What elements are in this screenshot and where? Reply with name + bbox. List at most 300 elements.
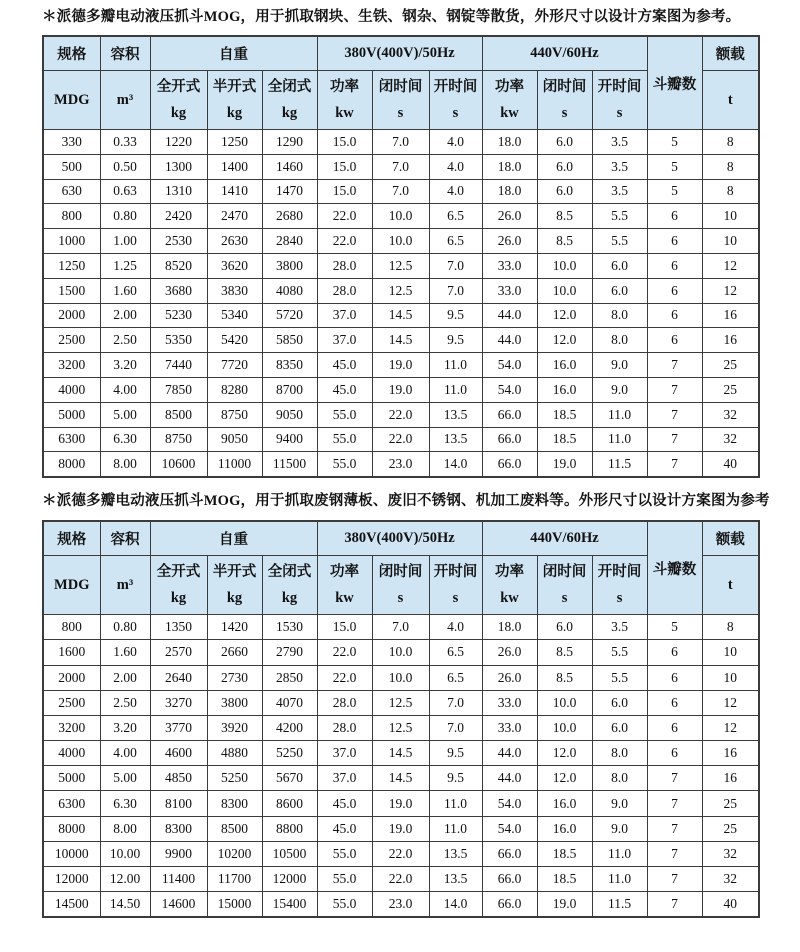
col-header-blades: 斗瓣数 — [647, 521, 702, 615]
col-header-full-closed: 全闭式 kg — [262, 556, 317, 615]
table-cell: 10.00 — [100, 841, 150, 866]
table-cell: 12.5 — [372, 690, 429, 715]
table-cell: 22.0 — [372, 427, 429, 452]
table-cell: 7440 — [150, 353, 207, 378]
table-cell: 6.5 — [429, 640, 482, 665]
table-cell: 7 — [647, 402, 702, 427]
table-cell: 28.0 — [317, 253, 372, 278]
table-cell: 8.5 — [537, 665, 592, 690]
col-unit-volume: m³ — [100, 556, 150, 615]
table-cell: 22.0 — [372, 402, 429, 427]
table-cell: 6.5 — [429, 665, 482, 690]
table-cell: 14.5 — [372, 328, 429, 353]
table-cell: 10500 — [262, 841, 317, 866]
table-cell: 10200 — [207, 841, 262, 866]
table-cell: 5350 — [150, 328, 207, 353]
table-cell: 44.0 — [482, 741, 537, 766]
table-cell: 40 — [702, 452, 759, 477]
table-cell: 1.00 — [100, 229, 150, 254]
table-cell: 7 — [647, 841, 702, 866]
table-cell: 5 — [647, 154, 702, 179]
table-cell: 18.5 — [537, 427, 592, 452]
table-cell: 2.50 — [100, 328, 150, 353]
table-cell: 26.0 — [482, 665, 537, 690]
table-cell: 9.0 — [592, 377, 647, 402]
table-cell: 4880 — [207, 741, 262, 766]
table-cell: 54.0 — [482, 353, 537, 378]
col-header-full-open: 全开式 kg — [150, 556, 207, 615]
table-cell: 4.0 — [429, 154, 482, 179]
table-cell: 22.0 — [317, 229, 372, 254]
table-cell: 54.0 — [482, 791, 537, 816]
table-cell: 14.0 — [429, 452, 482, 477]
table-cell: 2500 — [43, 690, 100, 715]
table-cell: 5250 — [262, 741, 317, 766]
table-row — [43, 328, 759, 353]
table-cell: 9.0 — [592, 816, 647, 841]
table-cell: 66.0 — [482, 452, 537, 477]
table-cell: 2840 — [262, 229, 317, 254]
table-cell: 6.0 — [537, 154, 592, 179]
table-cell: 14.50 — [100, 892, 150, 918]
table-cell: 6.0 — [537, 615, 592, 640]
table-row — [43, 130, 759, 155]
table-cell: 8 — [702, 130, 759, 155]
table-cell: 6 — [647, 640, 702, 665]
col-header-load: 额载 — [702, 36, 759, 71]
table-cell: 37.0 — [317, 766, 372, 791]
table-cell: 7 — [647, 816, 702, 841]
table-cell: 2730 — [207, 665, 262, 690]
table-cell: 2680 — [262, 204, 317, 229]
table-cell: 7 — [647, 427, 702, 452]
table-cell: 10.0 — [372, 229, 429, 254]
table-cell: 10.0 — [372, 640, 429, 665]
section-title: ＊派德多瓣电动液压抓斗MOG，用于抓取废钢薄板、废旧不锈钢、机加工废料等。外形尺寸以设计方案图为参考 — [42, 493, 770, 510]
table-cell: 6.30 — [100, 427, 150, 452]
table-cell: 16.0 — [537, 791, 592, 816]
table-cell: 1000 — [43, 229, 100, 254]
table-cell: 3.5 — [592, 130, 647, 155]
table-cell: 11000 — [207, 452, 262, 477]
table-cell: 8350 — [262, 353, 317, 378]
table-cell: 9.5 — [429, 328, 482, 353]
table-row — [43, 741, 759, 766]
table-cell: 6.0 — [592, 278, 647, 303]
table-cell: 800 — [43, 204, 100, 229]
table-cell: 12 — [702, 253, 759, 278]
table-cell: 2630 — [207, 229, 262, 254]
table-row — [43, 253, 759, 278]
col-header-open-time-50: 开时间 s — [429, 71, 482, 130]
table-row — [43, 766, 759, 791]
table-cell: 55.0 — [317, 841, 372, 866]
table-cell: 7720 — [207, 353, 262, 378]
table-cell: 1420 — [207, 615, 262, 640]
table-row — [43, 665, 759, 690]
table-cell: 1.60 — [100, 640, 150, 665]
table-cell: 37.0 — [317, 741, 372, 766]
table-cell: 1400 — [207, 154, 262, 179]
table-cell: 2500 — [43, 328, 100, 353]
table-cell: 28.0 — [317, 690, 372, 715]
table-cell: 8700 — [262, 377, 317, 402]
table-cell: 9050 — [262, 402, 317, 427]
table-cell: 16.0 — [537, 377, 592, 402]
table-row — [43, 690, 759, 715]
table-cell: 16.0 — [537, 816, 592, 841]
table-cell: 22.0 — [317, 204, 372, 229]
table-cell: 10600 — [150, 452, 207, 477]
table-cell: 9.5 — [429, 303, 482, 328]
table-cell: 11.5 — [592, 892, 647, 918]
table-cell: 3270 — [150, 690, 207, 715]
table-cell: 10 — [702, 665, 759, 690]
table-cell: 10 — [702, 204, 759, 229]
table-cell: 630 — [43, 179, 100, 204]
table-cell: 3.20 — [100, 353, 150, 378]
table-cell: 11.0 — [429, 377, 482, 402]
table-cell: 2570 — [150, 640, 207, 665]
table-cell: 7.0 — [429, 278, 482, 303]
table-cell: 4000 — [43, 741, 100, 766]
table-cell: 6.5 — [429, 204, 482, 229]
table-cell: 3800 — [262, 253, 317, 278]
table-cell: 5.5 — [592, 204, 647, 229]
table-cell: 13.5 — [429, 841, 482, 866]
table-cell: 7.0 — [429, 715, 482, 740]
table-cell: 1530 — [262, 615, 317, 640]
table-cell: 5 — [647, 179, 702, 204]
table-cell: 6.0 — [592, 715, 647, 740]
table-cell: 26.0 — [482, 229, 537, 254]
table-cell: 7.0 — [372, 130, 429, 155]
table-cell: 7 — [647, 892, 702, 918]
col-unit-spec: MDG — [43, 71, 100, 130]
table-cell: 9900 — [150, 841, 207, 866]
col-header-spec: 规格 — [43, 521, 100, 556]
table-cell: 8.0 — [592, 303, 647, 328]
table-cell: 5 — [647, 130, 702, 155]
table-cell: 44.0 — [482, 303, 537, 328]
col-group-weight: 自重 — [150, 521, 317, 556]
table-cell: 19.0 — [372, 377, 429, 402]
table-cell: 6 — [647, 741, 702, 766]
table-cell: 3620 — [207, 253, 262, 278]
table-cell: 19.0 — [372, 791, 429, 816]
table-cell: 14.5 — [372, 303, 429, 328]
table-cell: 8.5 — [537, 640, 592, 665]
table-cell: 8 — [702, 615, 759, 640]
table-cell: 7 — [647, 377, 702, 402]
table-cell: 11.0 — [429, 816, 482, 841]
table-cell: 11.0 — [592, 841, 647, 866]
col-header-open-time-60: 开时间 s — [592, 556, 647, 615]
table-cell: 6 — [647, 690, 702, 715]
table-cell: 1.60 — [100, 278, 150, 303]
col-header-load: 额载 — [702, 521, 759, 556]
table-cell: 8500 — [150, 402, 207, 427]
table-cell: 25 — [702, 377, 759, 402]
table-cell: 6 — [647, 278, 702, 303]
table-cell: 7.0 — [429, 690, 482, 715]
table-cell: 15.0 — [317, 130, 372, 155]
col-header-power-60: 功率 kw — [482, 556, 537, 615]
table-cell: 12.00 — [100, 867, 150, 892]
table-cell: 2000 — [43, 303, 100, 328]
table-cell: 6.0 — [537, 179, 592, 204]
table-cell: 18.5 — [537, 402, 592, 427]
table-cell: 18.5 — [537, 867, 592, 892]
table-cell: 1500 — [43, 278, 100, 303]
table-cell: 66.0 — [482, 427, 537, 452]
table-cell: 18.5 — [537, 841, 592, 866]
table-cell: 6 — [647, 328, 702, 353]
table-cell: 5.5 — [592, 229, 647, 254]
table-cell: 25 — [702, 791, 759, 816]
table-cell: 3200 — [43, 353, 100, 378]
table-cell: 33.0 — [482, 278, 537, 303]
table-cell: 5720 — [262, 303, 317, 328]
table-cell: 12 — [702, 690, 759, 715]
table-cell: 8000 — [43, 816, 100, 841]
table-cell: 6 — [647, 303, 702, 328]
table-cell: 5 — [647, 615, 702, 640]
table-cell: 2530 — [150, 229, 207, 254]
section-grab-bulk — [42, 8, 800, 478]
section-grab-scrap — [42, 492, 800, 918]
table-cell: 5.5 — [592, 665, 647, 690]
table-cell: 10 — [702, 229, 759, 254]
table-cell: 45.0 — [317, 816, 372, 841]
table-cell: 6 — [647, 229, 702, 254]
table-cell: 6.30 — [100, 791, 150, 816]
table-cell: 6 — [647, 665, 702, 690]
table-cell: 11.0 — [592, 402, 647, 427]
table-cell: 54.0 — [482, 816, 537, 841]
col-unit-volume: m³ — [100, 71, 150, 130]
table-cell: 0.33 — [100, 130, 150, 155]
table-cell: 37.0 — [317, 328, 372, 353]
table-cell: 9.5 — [429, 741, 482, 766]
col-group-440v: 440V/60Hz — [482, 521, 647, 556]
table-cell: 8100 — [150, 791, 207, 816]
table-cell: 15.0 — [317, 154, 372, 179]
table-cell: 7 — [647, 353, 702, 378]
table-cell: 66.0 — [482, 402, 537, 427]
table-row — [43, 377, 759, 402]
table-cell: 2.50 — [100, 690, 150, 715]
table-cell: 5000 — [43, 766, 100, 791]
table-cell: 11.0 — [592, 427, 647, 452]
table-cell: 15000 — [207, 892, 262, 918]
table-cell: 14500 — [43, 892, 100, 918]
col-unit-load: t — [702, 556, 759, 615]
table-cell: 32 — [702, 841, 759, 866]
table-cell: 2000 — [43, 665, 100, 690]
table-cell: 55.0 — [317, 427, 372, 452]
table-cell: 0.50 — [100, 154, 150, 179]
table-cell: 16 — [702, 303, 759, 328]
table-cell: 9400 — [262, 427, 317, 452]
table-cell: 1290 — [262, 130, 317, 155]
table-cell: 6.0 — [592, 253, 647, 278]
table-cell: 18.0 — [482, 130, 537, 155]
table-cell: 66.0 — [482, 867, 537, 892]
table-cell: 4.0 — [429, 179, 482, 204]
col-header-close-time-60: 闭时间 s — [537, 556, 592, 615]
table-cell: 8.0 — [592, 328, 647, 353]
col-header-blades: 斗瓣数 — [647, 36, 702, 130]
table-cell: 32 — [702, 427, 759, 452]
table-cell: 3.5 — [592, 154, 647, 179]
table-cell: 1460 — [262, 154, 317, 179]
table-cell: 11.0 — [429, 353, 482, 378]
table-cell: 6300 — [43, 791, 100, 816]
table-row — [43, 841, 759, 866]
table-cell: 2640 — [150, 665, 207, 690]
col-header-close-time-50: 闭时间 s — [372, 556, 429, 615]
table-cell: 330 — [43, 130, 100, 155]
table-row — [43, 303, 759, 328]
table-cell: 8 — [702, 179, 759, 204]
table-cell: 15400 — [262, 892, 317, 918]
table-cell: 55.0 — [317, 452, 372, 477]
table-cell: 3.5 — [592, 615, 647, 640]
table-cell: 7 — [647, 791, 702, 816]
table-row — [43, 640, 759, 665]
table-cell: 1.25 — [100, 253, 150, 278]
table-cell: 12000 — [262, 867, 317, 892]
col-header-volume: 容积 — [100, 36, 150, 71]
table-row — [43, 229, 759, 254]
table-cell: 6.0 — [592, 690, 647, 715]
table-cell: 10.0 — [372, 665, 429, 690]
table-cell: 10 — [702, 640, 759, 665]
table-cell: 25 — [702, 816, 759, 841]
table-cell: 16 — [702, 741, 759, 766]
table-cell: 45.0 — [317, 791, 372, 816]
table-cell: 3.20 — [100, 715, 150, 740]
table-cell: 12.0 — [537, 328, 592, 353]
table-cell: 16 — [702, 766, 759, 791]
table-cell: 15.0 — [317, 179, 372, 204]
table-cell: 5850 — [262, 328, 317, 353]
table-cell: 2.00 — [100, 303, 150, 328]
table-cell: 10.0 — [537, 690, 592, 715]
table-cell: 18.0 — [482, 179, 537, 204]
table-cell: 7.0 — [372, 615, 429, 640]
col-group-380v: 380V(400V)/50Hz — [317, 36, 482, 71]
table-cell: 8300 — [207, 791, 262, 816]
table-row — [43, 452, 759, 477]
table-cell: 13.5 — [429, 402, 482, 427]
table-row — [43, 816, 759, 841]
table-cell: 12.5 — [372, 715, 429, 740]
table-cell: 32 — [702, 402, 759, 427]
table-cell: 13.5 — [429, 867, 482, 892]
table-cell: 7850 — [150, 377, 207, 402]
table-cell: 3200 — [43, 715, 100, 740]
table-cell: 12.0 — [537, 766, 592, 791]
table-cell: 5.00 — [100, 766, 150, 791]
table-cell: 9.0 — [592, 353, 647, 378]
table-row — [43, 179, 759, 204]
table-cell: 5340 — [207, 303, 262, 328]
table-cell: 33.0 — [482, 253, 537, 278]
table-cell: 8.0 — [592, 741, 647, 766]
table-cell: 14600 — [150, 892, 207, 918]
table-cell: 6 — [647, 253, 702, 278]
table-cell: 19.0 — [537, 452, 592, 477]
table-cell: 6 — [647, 204, 702, 229]
table-cell: 26.0 — [482, 640, 537, 665]
table-cell: 11400 — [150, 867, 207, 892]
table-cell: 5000 — [43, 402, 100, 427]
table-cell: 12.5 — [372, 278, 429, 303]
col-unit-load: t — [702, 71, 759, 130]
table-cell: 54.0 — [482, 377, 537, 402]
table-cell: 16 — [702, 328, 759, 353]
table-cell: 1310 — [150, 179, 207, 204]
table-cell: 13.5 — [429, 427, 482, 452]
table-cell: 26.0 — [482, 204, 537, 229]
table-cell: 8.5 — [537, 229, 592, 254]
table-cell: 33.0 — [482, 690, 537, 715]
table-cell: 7.0 — [429, 253, 482, 278]
table-cell: 5250 — [207, 766, 262, 791]
table-row — [43, 791, 759, 816]
table-cell: 4070 — [262, 690, 317, 715]
table-cell: 5.00 — [100, 402, 150, 427]
col-header-power-50: 功率 kw — [317, 71, 372, 130]
table-row — [43, 615, 759, 640]
spec-table-1 — [42, 35, 760, 478]
table-cell: 8.0 — [592, 766, 647, 791]
table-cell: 22.0 — [317, 640, 372, 665]
col-header-power-60: 功率 kw — [482, 71, 537, 130]
table-cell: 5.5 — [592, 640, 647, 665]
table-cell: 15.0 — [317, 615, 372, 640]
table-cell: 10.0 — [537, 253, 592, 278]
table-cell: 2660 — [207, 640, 262, 665]
table-cell: 9.0 — [592, 791, 647, 816]
table-cell: 12000 — [43, 867, 100, 892]
table-cell: 25 — [702, 353, 759, 378]
table-cell: 500 — [43, 154, 100, 179]
table-cell: 3770 — [150, 715, 207, 740]
table-cell: 45.0 — [317, 377, 372, 402]
table-cell: 8.00 — [100, 816, 150, 841]
table-row — [43, 867, 759, 892]
table-cell: 2850 — [262, 665, 317, 690]
col-unit-spec: MDG — [43, 556, 100, 615]
col-header-close-time-50: 闭时间 s — [372, 71, 429, 130]
col-group-weight: 自重 — [150, 36, 317, 71]
spec-table-2 — [42, 520, 760, 918]
col-header-power-50: 功率 kw — [317, 556, 372, 615]
col-group-380v: 380V(400V)/50Hz — [317, 521, 482, 556]
col-header-open-time-60: 开时间 s — [592, 71, 647, 130]
table-cell: 4080 — [262, 278, 317, 303]
table-cell: 4.0 — [429, 130, 482, 155]
table-cell: 8.00 — [100, 452, 150, 477]
table-cell: 11500 — [262, 452, 317, 477]
table-cell: 4.00 — [100, 377, 150, 402]
table-cell: 44.0 — [482, 328, 537, 353]
table-cell: 1250 — [207, 130, 262, 155]
table-cell: 2470 — [207, 204, 262, 229]
